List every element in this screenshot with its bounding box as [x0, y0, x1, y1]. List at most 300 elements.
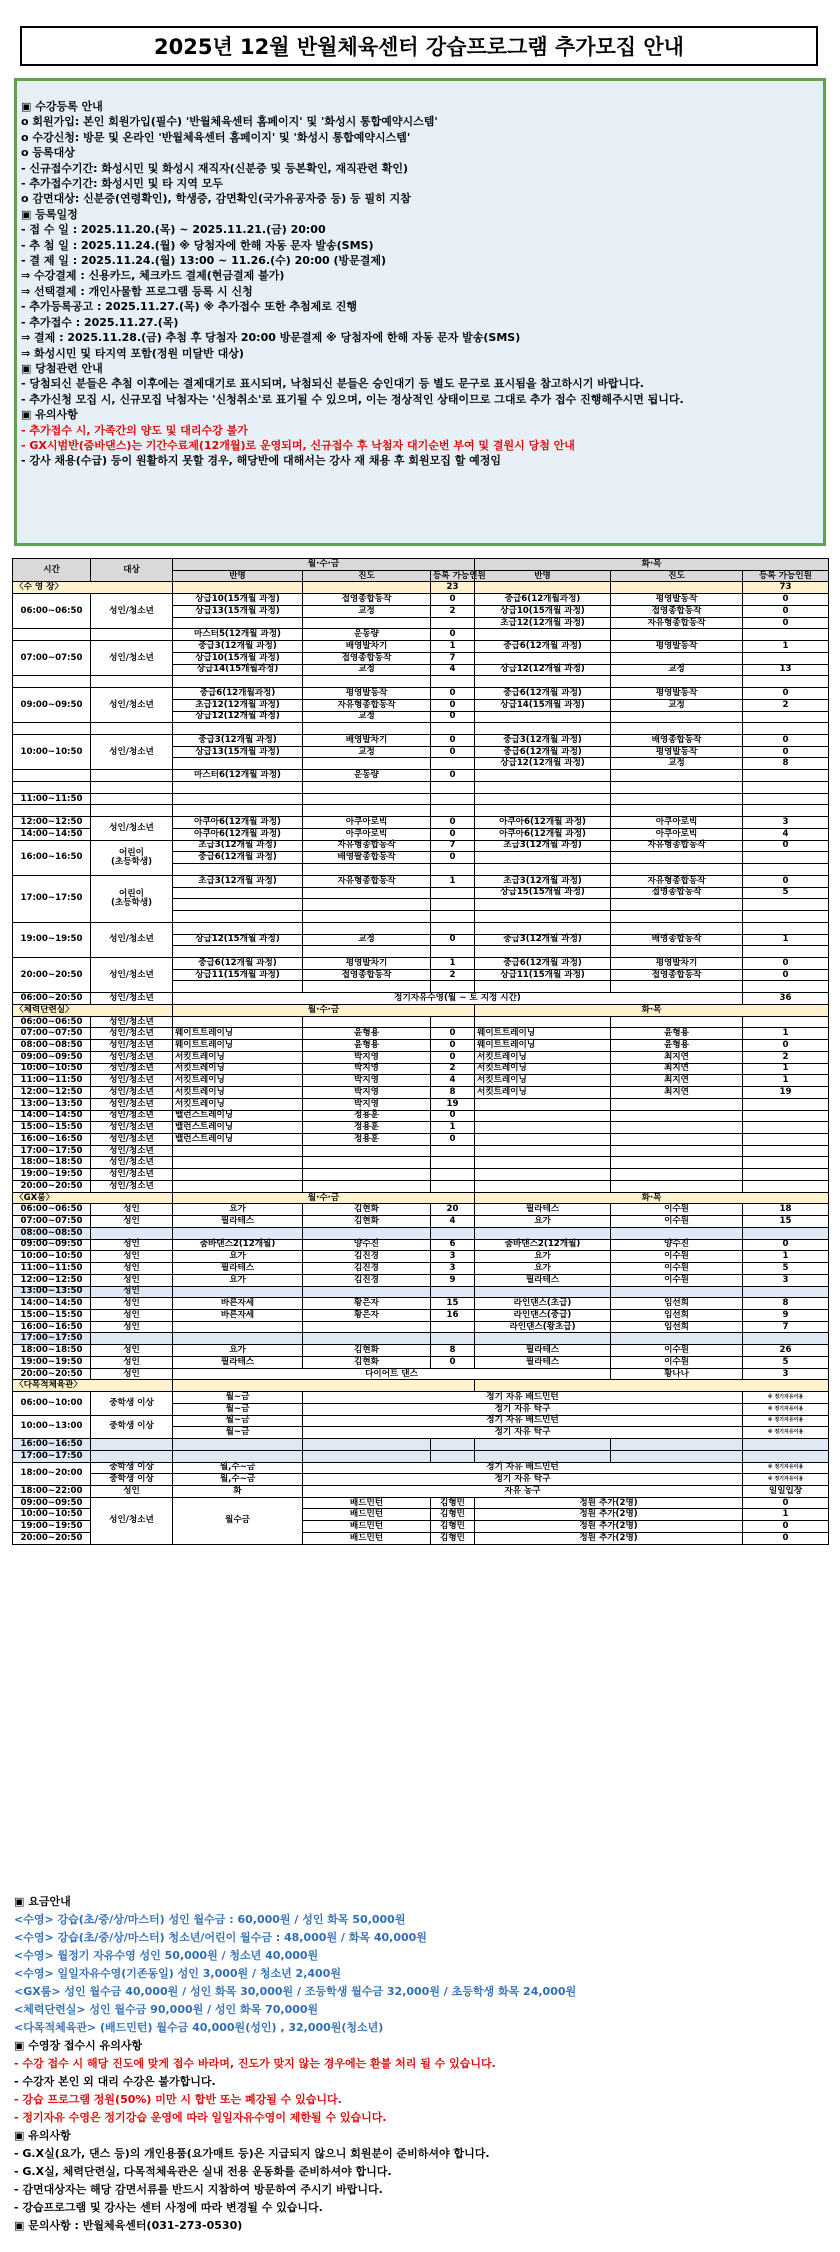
col-header-tt: 화·목	[475, 559, 829, 571]
fee-line: - 감면대상자는 해당 감면서류를 반드시 지참하여 방문하여 주시기 바랍니다.	[14, 2183, 383, 2196]
table-cell: 09:00~09:50	[13, 688, 91, 723]
table-cell: 0	[743, 875, 829, 887]
table-cell: 3	[743, 817, 829, 829]
table-cell: 08:00~08:50	[13, 1040, 91, 1052]
table-cell	[475, 723, 611, 735]
table-cell: 상급12(12개월 과정)	[475, 664, 611, 676]
table-cell	[303, 1321, 431, 1333]
table-cell: 중급3(12개월 과정)	[475, 735, 611, 747]
notice-line: o 등록대상	[21, 146, 75, 160]
table-cell: 0	[743, 1497, 829, 1509]
table-cell: 26	[743, 1345, 829, 1357]
table-cell: 이수원	[611, 1345, 743, 1357]
table-cell: 17:00~17:50	[13, 1145, 91, 1157]
table-cell: 4	[743, 828, 829, 840]
table-cell	[743, 852, 829, 864]
table-cell	[475, 946, 611, 958]
table-cell	[303, 617, 431, 629]
table-cell: 0	[743, 969, 829, 981]
table-cell: 성인/청소년	[91, 1040, 173, 1052]
table-cell: 월~금	[173, 1403, 303, 1415]
table-cell: 마스터6(12개월 과정)	[173, 770, 303, 782]
table-cell: 정기 자유 배드민턴	[303, 1462, 743, 1474]
table-cell: 1	[743, 1075, 829, 1087]
table-cell	[475, 711, 611, 723]
table-cell	[611, 770, 743, 782]
table-cell: 0	[431, 934, 475, 946]
table-cell: 상급13(15개월 과정)	[173, 605, 303, 617]
table-cell	[611, 1333, 743, 1345]
table-cell	[743, 1157, 829, 1169]
table-cell	[173, 582, 303, 594]
table-cell: 배드민턴	[303, 1509, 431, 1521]
table-cell	[13, 676, 91, 688]
table-cell: 0	[743, 688, 829, 700]
col-header-available: 등록 가능인원	[431, 570, 475, 582]
table-cell: 19:00~19:50	[13, 1169, 91, 1181]
fee-line: - 강습 프로그램 정원(50%) 미만 시 합반 또는 폐강될 수 있습니다.	[14, 2093, 342, 2106]
table-cell	[611, 676, 743, 688]
table-cell	[303, 1157, 431, 1169]
table-cell: 14:00~14:50	[13, 1298, 91, 1310]
table-cell	[743, 676, 829, 688]
table-cell	[743, 1098, 829, 1110]
table-cell	[173, 1380, 475, 1392]
table-cell: 서킷트레이닝	[173, 1098, 303, 1110]
table-cell: 아쿠아로빅	[611, 817, 743, 829]
table-cell: 0	[743, 735, 829, 747]
table-cell: 교정	[303, 664, 431, 676]
table-cell: 0	[431, 852, 475, 864]
notice-line: - 결 제 일 : 2025.11.24.(월) 13:00 ~ 11.26.(수) 20:00 (방문결제)	[21, 254, 387, 268]
table-cell: 운동량	[303, 770, 431, 782]
table-cell	[431, 922, 475, 934]
table-cell	[173, 617, 303, 629]
table-cell: 아쿠아6(12개월 과정)	[173, 828, 303, 840]
table-cell	[611, 805, 743, 817]
table-cell	[431, 1286, 475, 1298]
table-cell	[303, 887, 431, 899]
table-cell	[431, 864, 475, 876]
table-cell: 황은자	[303, 1310, 431, 1322]
fee-line: <다목적체육관> (배드민턴) 월수금 40,000원(성인) , 32,000원(청소년)	[14, 2021, 384, 2034]
table-cell: 성인/청소년	[91, 1051, 173, 1063]
table-cell	[431, 911, 475, 923]
table-cell: 교정	[303, 746, 431, 758]
table-cell	[611, 1450, 743, 1462]
table-cell: 17:00~17:50	[13, 875, 91, 922]
table-cell: 2	[743, 1051, 829, 1063]
table-cell: 0	[743, 594, 829, 606]
table-cell: 평영발동작	[611, 688, 743, 700]
table-cell	[431, 793, 475, 805]
fee-line: ▣ 유의사항	[14, 2129, 71, 2142]
notice-line: o 회원가입: 본인 회원가입(필수) '반월체육센터 홈페이지' 및 '화성시 통합예약시스템'	[21, 115, 438, 129]
table-row	[13, 641, 829, 653]
table-cell: 성인/청소년	[91, 594, 173, 629]
table-row	[13, 793, 829, 805]
table-cell: 자유형종합동작	[303, 875, 431, 887]
table-cell: 요가	[173, 1251, 303, 1263]
table-cell: 요가	[173, 1345, 303, 1357]
fee-line: <수영> 월정기 자유수영 성인 50,000원 / 청소년 40,000원	[14, 1949, 319, 1962]
notice-line: ⇒ 수강결제 : 신용카드, 체크카드 결제(현금결제 불가)	[21, 269, 285, 283]
table-cell	[91, 1439, 173, 1451]
table-cell	[173, 1145, 303, 1157]
table-cell: 자유형종합동작	[611, 617, 743, 629]
table-cell: 5	[743, 1263, 829, 1275]
table-cell	[611, 629, 743, 641]
table-cell	[431, 617, 475, 629]
table-cell: 줌바댄스2(12개월)	[173, 1239, 303, 1251]
table-cell: 상급15(15개월 과정)	[475, 887, 611, 899]
table-cell: 성인	[91, 1286, 173, 1298]
table-row	[13, 875, 829, 887]
table-cell: 성인	[91, 1216, 173, 1228]
table-cell: 라인댄스(중급)	[475, 1310, 611, 1322]
table-cell: 교정	[611, 699, 743, 711]
table-cell	[91, 781, 173, 793]
fee-line: <GX룸> 성인 월수금 40,000원 / 성인 화목 30,000원 / 조등학생 월수금 32,000원 / 초등학생 화목 24,000원	[14, 1985, 577, 1998]
table-cell	[611, 1098, 743, 1110]
table-cell: 1	[431, 641, 475, 653]
fee-line: <체력단련실> 성인 월수금 90,000원 / 성인 화목 70,000원	[14, 2003, 319, 2016]
table-cell	[743, 946, 829, 958]
table-cell: 성인/청소년	[91, 1063, 173, 1075]
table-cell: 성인/청소년	[91, 1169, 173, 1181]
table-cell: 1	[743, 934, 829, 946]
table-cell: 0	[431, 699, 475, 711]
table-cell: 0	[431, 1356, 475, 1368]
table-cell	[431, 676, 475, 688]
table-row	[13, 1051, 829, 1063]
table-cell: 요가	[475, 1263, 611, 1275]
table-cell: ※ 정기자유이용	[743, 1403, 829, 1415]
table-cell: 11:00~11:50	[13, 793, 91, 805]
table-row	[13, 1040, 829, 1052]
table-cell: 김진경	[303, 1263, 431, 1275]
table-cell: 화·목	[475, 1192, 829, 1204]
table-cell: 0	[743, 617, 829, 629]
table-cell: 윤형용	[611, 1028, 743, 1040]
table-cell: 15:00~15:50	[13, 1310, 91, 1322]
table-cell	[13, 805, 91, 817]
table-cell: 0	[431, 1051, 475, 1063]
table-cell: 10:00~10:50	[13, 1251, 91, 1263]
table-cell	[475, 1122, 611, 1134]
table-cell: 성인	[91, 1310, 173, 1322]
table-cell	[475, 1098, 611, 1110]
table-cell: 1	[431, 957, 475, 969]
table-cell: 11:00~11:50	[13, 1075, 91, 1087]
table-cell: 아쿠아로빅	[303, 817, 431, 829]
table-row	[13, 1450, 829, 1462]
table-cell	[611, 1122, 743, 1134]
table-cell: 어린이 (초등학생)	[91, 875, 173, 922]
table-cell: 성인/청소년	[91, 993, 173, 1005]
table-cell: 배드민턴	[303, 1521, 431, 1533]
table-cell: 18	[743, 1204, 829, 1216]
fee-line: ▣ 수영장 접수시 유의사항	[14, 2039, 143, 2052]
table-cell	[475, 652, 611, 664]
table-cell	[743, 1133, 829, 1145]
notice-line: - GX시범반(줌바댄스)는 기간수료제(12개월)로 운영되며, 신규접수 후 낙첨자 대기순번 부여 및 결원시 당첨 안내	[21, 438, 575, 452]
table-cell: 6	[431, 1239, 475, 1251]
notice-line: ▣ 당첨관련 안내	[21, 361, 103, 375]
table-cell: 김형민	[431, 1521, 475, 1533]
table-cell: 이수원	[611, 1216, 743, 1228]
notice-line: ▣ 유의사항	[21, 408, 78, 422]
table-row	[13, 676, 829, 688]
table-cell: 성인/청소년	[91, 1157, 173, 1169]
table-cell	[13, 781, 91, 793]
table-cell	[173, 1180, 303, 1192]
table-cell: 웨이트트레이닝	[475, 1028, 611, 1040]
table-row	[13, 1439, 829, 1451]
table-cell: 접영종합동작	[303, 652, 431, 664]
table-cell	[303, 1439, 431, 1451]
table-cell	[611, 946, 743, 958]
table-cell: 2	[743, 699, 829, 711]
table-cell: 서킷트레이닝	[475, 1063, 611, 1075]
table-row	[13, 1216, 829, 1228]
table-cell: 성인	[91, 1298, 173, 1310]
table-cell	[91, 629, 173, 641]
table-cell: 박지영	[303, 1087, 431, 1099]
table-cell: 성인/청소년	[91, 1145, 173, 1157]
table-cell: 12:00~12:50	[13, 1274, 91, 1286]
table-cell: 17:00~17:50	[13, 1450, 91, 1462]
table-cell	[173, 887, 303, 899]
table-cell: 이수원	[611, 1204, 743, 1216]
table-cell: 자유형종합동작	[303, 840, 431, 852]
table-cell: 〈GX룸〉	[13, 1192, 173, 1204]
table-cell: 중급6(12개월과정)	[173, 688, 303, 700]
table-cell	[743, 1145, 829, 1157]
table-cell: 초급3(12개월 과정)	[173, 875, 303, 887]
table-cell	[743, 711, 829, 723]
table-cell	[611, 652, 743, 664]
table-cell: 평영발동작	[303, 688, 431, 700]
table-cell: 정기 자유 탁구	[303, 1427, 743, 1439]
table-cell	[431, 1169, 475, 1181]
table-cell: 정기 자유 탁구	[303, 1474, 743, 1486]
table-cell: 이수원	[611, 1356, 743, 1368]
table-cell: 최지연	[611, 1087, 743, 1099]
table-cell	[303, 946, 431, 958]
table-cell: 상급10(15개월 과정)	[173, 594, 303, 606]
table-cell	[475, 852, 611, 864]
table-cell	[475, 1286, 611, 1298]
table-cell: 교정	[611, 758, 743, 770]
table-cell: 밸런스트레이닝	[173, 1110, 303, 1122]
fee-line: ▣ 문의사항 : 반월체육센터(031-273-0530)	[14, 2219, 243, 2232]
table-cell	[173, 1286, 303, 1298]
table-row	[13, 688, 829, 700]
table-cell: 17:00~17:50	[13, 1333, 91, 1345]
col-header-target: 대상	[91, 559, 173, 582]
table-cell: 상급12(12개월 과정)	[475, 758, 611, 770]
table-cell	[611, 1227, 743, 1239]
table-cell	[743, 981, 829, 993]
table-cell: 김현화	[303, 1204, 431, 1216]
table-cell	[611, 1016, 743, 1028]
notice-line: o 감면대상: 신분증(연령확인), 학생증, 감면확인(국가유공자증 등) 등 필히 지참	[21, 192, 411, 206]
table-cell	[13, 770, 91, 782]
table-cell: 배영종합동작	[611, 934, 743, 946]
table-cell: 2	[431, 605, 475, 617]
table-cell: 양수진	[303, 1239, 431, 1251]
table-cell	[173, 1016, 303, 1028]
table-cell: 4	[431, 664, 475, 676]
table-row	[13, 1286, 829, 1298]
fee-line: - 강습프로그램 및 강사는 센터 사정에 따라 변경될 수 있습니다.	[14, 2201, 323, 2214]
fee-line: <수영> 일일자유수영(기존동일) 성인 3,000원 / 청소년 2,400원	[14, 1967, 341, 1980]
table-cell: 상급10(15개월 과정)	[173, 652, 303, 664]
table-cell	[173, 758, 303, 770]
table-row	[13, 1333, 829, 1345]
table-cell: 평영발동작	[611, 746, 743, 758]
table-cell	[13, 723, 91, 735]
table-cell: 성인/청소년	[91, 1016, 173, 1028]
table-cell: 1	[431, 875, 475, 887]
table-cell: 19	[743, 1087, 829, 1099]
table-cell: 웨이트트레이닝	[173, 1028, 303, 1040]
table-cell	[173, 723, 303, 735]
table-cell: 중급6(12개월 과정)	[475, 746, 611, 758]
table-cell: 16:00~16:50	[13, 1321, 91, 1333]
table-cell	[475, 1145, 611, 1157]
table-cell	[91, 723, 173, 735]
table-cell	[743, 911, 829, 923]
table-cell	[743, 770, 829, 782]
table-cell: 필라테스	[475, 1345, 611, 1357]
table-cell: 상급14(15개월 과정)	[475, 699, 611, 711]
table-cell: 12:00~12:50	[13, 817, 91, 829]
table-cell: 0	[743, 957, 829, 969]
table-cell: 월수금	[173, 1497, 303, 1544]
col-header-mwf: 월·수·금	[173, 559, 475, 571]
table-cell: 정용훈	[303, 1122, 431, 1134]
table-cell	[475, 770, 611, 782]
table-cell	[743, 629, 829, 641]
table-cell: 16:00~16:50	[13, 1439, 91, 1451]
table-cell: 11:00~11:50	[13, 1263, 91, 1275]
table-cell: 8	[743, 1298, 829, 1310]
table-cell: 이수원	[611, 1251, 743, 1263]
table-cell: 평영발동작	[611, 594, 743, 606]
table-cell: 다이어트 댄스	[173, 1368, 611, 1380]
table-cell	[475, 1380, 829, 1392]
table-cell: 박지영	[303, 1075, 431, 1087]
table-cell	[743, 652, 829, 664]
table-cell: 김형민	[431, 1532, 475, 1544]
fee-line: - G.X실, 체력단련실, 다목적체육관은 실내 전용 운동화를 준비하셔야 합니다.	[14, 2165, 392, 2178]
table-cell: 0	[431, 688, 475, 700]
table-cell: 배영팔종합동작	[303, 852, 431, 864]
table-cell: 〈체력단련실〉	[13, 1004, 173, 1016]
table-row	[13, 1145, 829, 1157]
table-cell: 정용훈	[303, 1110, 431, 1122]
table-cell	[475, 1227, 611, 1239]
table-row	[13, 1298, 829, 1310]
table-cell: 1	[743, 1509, 829, 1521]
section-header-row	[13, 1004, 829, 1016]
table-cell: 〈수 영 장〉	[13, 582, 173, 594]
table-cell: 요가	[475, 1216, 611, 1228]
table-cell: 황나나	[611, 1368, 743, 1380]
table-row	[13, 1169, 829, 1181]
table-row	[13, 1310, 829, 1322]
table-cell: 0	[431, 629, 475, 641]
table-cell: 0	[743, 1521, 829, 1533]
table-cell: 자유형종합동작	[611, 875, 743, 887]
table-cell	[743, 1333, 829, 1345]
notice-line: ⇒ 결제 : 2025.11.28.(금) 추첨 후 당첨자 20:00 방문결제 ※ 당첨자에 한해 자동 문자 발송(SMS)	[21, 331, 521, 345]
table-row	[13, 1204, 829, 1216]
table-cell: 15	[431, 1298, 475, 1310]
table-cell: 36	[743, 993, 829, 1005]
table-cell	[91, 793, 173, 805]
notice-line: - 추가등록공고 : 2025.11.27.(목) ※ 추가접수 또한 추첨제로 진행	[21, 300, 358, 314]
table-cell: 10:00~13:00	[13, 1415, 91, 1438]
table-cell: 0	[431, 1040, 475, 1052]
table-cell	[611, 911, 743, 923]
table-row	[13, 1415, 829, 1427]
table-cell: 김형민	[431, 1509, 475, 1521]
table-cell: 접영종합동작	[303, 594, 431, 606]
table-cell	[303, 1016, 431, 1028]
col-header-progress: 진도	[611, 570, 743, 582]
table-cell: 20:00~20:50	[13, 1532, 91, 1544]
table-cell: 요가	[475, 1251, 611, 1263]
col-header-class: 반명	[475, 570, 611, 582]
table-row	[13, 1486, 829, 1498]
table-cell: 09:00~09:50	[13, 1051, 91, 1063]
notice-line: - 신규접수기간: 화성시민 및 화성시 재직자(신분증 및 등본확인, 재직관련 확인)	[21, 161, 409, 175]
table-cell: 0	[431, 1110, 475, 1122]
table-row	[13, 1274, 829, 1286]
table-cell	[475, 1169, 611, 1181]
table-cell: 정원 추가(2명)	[475, 1497, 743, 1509]
table-cell: 교정	[303, 711, 431, 723]
table-cell: 월·수·금	[173, 1192, 475, 1204]
table-cell: 성인/청소년	[91, 735, 173, 770]
table-cell	[611, 981, 743, 993]
fee-line: - 정기자유 수영은 정기강습 운영에 따라 일일자유수영이 제한될 수 있습니다.	[14, 2111, 387, 2124]
table-row	[13, 1180, 829, 1192]
table-cell: 중급6(12개월 과정)	[173, 957, 303, 969]
table-cell: 바른자세	[173, 1310, 303, 1322]
table-cell: 18:00~18:50	[13, 1157, 91, 1169]
table-cell: 0	[743, 746, 829, 758]
table-cell	[475, 922, 611, 934]
table-cell: 7	[743, 1321, 829, 1333]
table-row	[13, 922, 829, 934]
table-row	[13, 1497, 829, 1509]
table-cell: 18:00~18:50	[13, 1345, 91, 1357]
table-row	[13, 1356, 829, 1368]
table-cell: 박지영	[303, 1051, 431, 1063]
table-row	[13, 1368, 829, 1380]
table-cell: 월·수·금	[173, 1004, 475, 1016]
table-cell	[475, 582, 611, 594]
table-cell: 교정	[303, 605, 431, 617]
notice-line: - 강사 채용(수급) 등이 원활하지 못할 경우, 해당반에 대해서는 강사 재 채용 후 회원모집 할 예정임	[21, 454, 502, 468]
table-cell: 성인/청소년	[91, 1122, 173, 1134]
table-cell: 박지영	[303, 1098, 431, 1110]
table-cell: 정기자유수영(월 ~ 토 지정 시간)	[173, 993, 743, 1005]
